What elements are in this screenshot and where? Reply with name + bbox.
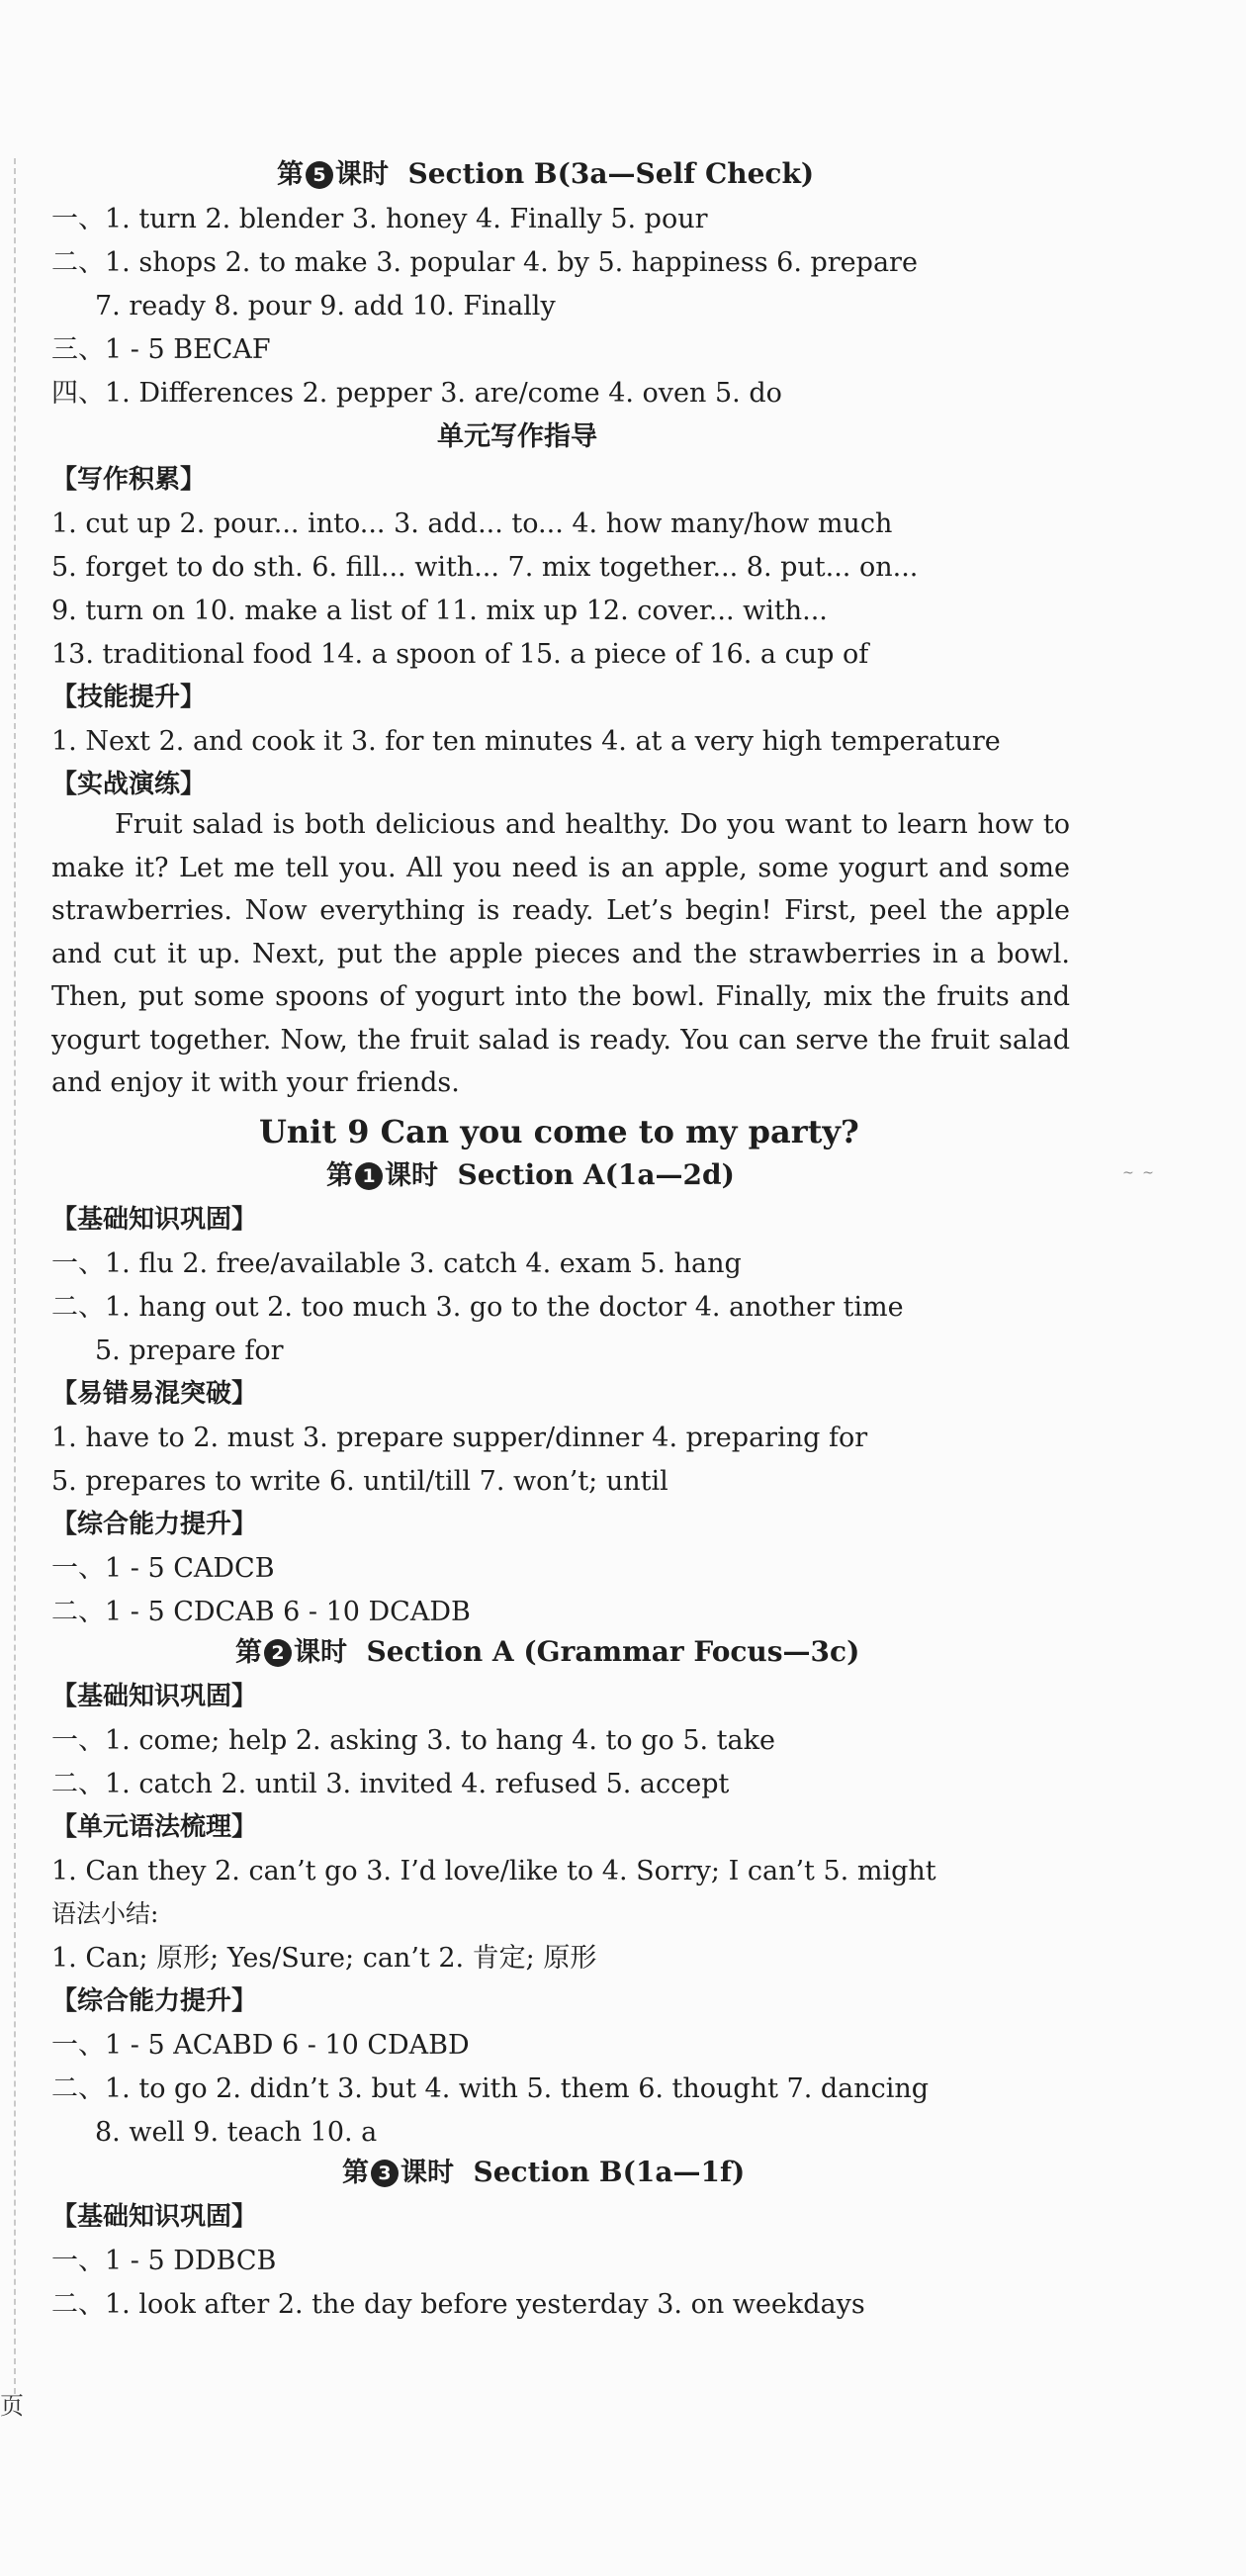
lesson1-heading bbox=[326, 1158, 735, 1191]
answer-line: 5. prepares to write 6. until/till 7. won’t; until bbox=[51, 1466, 668, 1497]
page-corner-mark: 页 bbox=[0, 2392, 24, 2420]
section-heading: 【技能提升】 bbox=[51, 683, 207, 712]
answer-line: 一、1. flu 2. free/available 3. catch 4. exam 5. hang bbox=[51, 1248, 742, 1279]
section-heading: 【实战演练】 bbox=[51, 770, 207, 799]
answer-line: 1. Next 2. and cook it 3. for ten minutes 4. at a very high temperature bbox=[51, 726, 1001, 757]
section-label: Section A (Grammar Focus—3c) bbox=[366, 1635, 860, 1668]
section-heading: 【基础知识巩固】 bbox=[51, 1682, 258, 1711]
lesson5-heading bbox=[277, 157, 815, 190]
answer-line: 一、1 - 5 ACABD 6 - 10 CDABD bbox=[51, 2030, 470, 2061]
section-label: Section B(3a—Self Check) bbox=[407, 157, 815, 190]
section-heading: 【基础知识巩固】 bbox=[51, 2202, 258, 2232]
lesson2-heading bbox=[235, 1635, 860, 1668]
stray-mark: ~ ~ bbox=[1122, 1165, 1156, 1181]
answer-line: 二、1. hang out 2. too much 3. go to the doctor 4. another time bbox=[51, 1292, 904, 1323]
model-essay: Fruit salad is both delicious and healthy. Do you want to learn how to make it? Let me tell you. All you need is an apple, some yogurt and some strawberries. Now everything is ready. Let’s begin! First, peel the apple and cut it up. Next, put the apple pieces and the strawberries in a bowl. Then, put some spoons of yogurt into the bowl. Finally, mix the fruits and yogurt together. Now, the fruit salad is ready. You can serve the fruit salad and enjoy it with your friends. bbox=[51, 809, 1070, 1098]
lesson-suffix: 课时 bbox=[385, 1160, 438, 1191]
section-heading: 【写作积累】 bbox=[51, 465, 207, 495]
section-heading: 【单元语法梳理】 bbox=[51, 1812, 258, 1842]
answer-line: 四、1. Differences 2. pepper 3. are/come 4. oven 5. do bbox=[51, 378, 782, 409]
answer-line: 1. Can they 2. can’t go 3. I’d love/like to 4. Sorry; I can’t 5. might bbox=[51, 1856, 936, 1886]
lesson-number-badge: 2 bbox=[264, 1639, 292, 1667]
section-label: Section A(1a—2d) bbox=[457, 1158, 735, 1191]
answer-line: 1. cut up 2. pour... into... 3. add... to... 4. how many/how much bbox=[51, 508, 893, 539]
lesson-suffix: 课时 bbox=[400, 2158, 454, 2188]
section-heading: 【基础知识巩固】 bbox=[51, 1205, 258, 1235]
lesson-number-badge: 5 bbox=[306, 161, 333, 189]
answer-line: 二、1. shops 2. to make 3. popular 4. by 5. happiness 6. prepare bbox=[51, 247, 918, 278]
margin-rule bbox=[14, 158, 16, 2394]
answer-line: 二、1. to go 2. didn’t 3. but 4. with 5. them 6. thought 7. dancing bbox=[51, 2073, 930, 2104]
lesson-suffix: 课时 bbox=[335, 159, 389, 190]
lesson3-heading bbox=[342, 2156, 746, 2188]
unit-title: Unit 9 Can you come to my party? bbox=[259, 1113, 859, 1150]
answer-line: 一、1 - 5 DDBCB bbox=[51, 2246, 277, 2276]
section-label: Section B(1a—1f) bbox=[473, 2156, 746, 2188]
writing-guide-title: 单元写作指导 bbox=[437, 421, 597, 452]
lesson-prefix: 第 bbox=[277, 159, 304, 190]
section-heading: 【综合能力提升】 bbox=[51, 1986, 258, 2016]
lesson-number-badge: 1 bbox=[355, 1162, 383, 1190]
lesson-prefix: 第 bbox=[342, 2158, 369, 2188]
lesson-prefix: 第 bbox=[235, 1637, 262, 1668]
answer-line: 5. forget to do sth. 6. fill... with... 7. mix together... 8. put... on... bbox=[51, 552, 919, 583]
answer-line: 一、1 - 5 CADCB bbox=[51, 1553, 275, 1584]
section-heading: 【易错易混突破】 bbox=[51, 1379, 258, 1409]
answer-line: 9. turn on 10. make a list of 11. mix up 12. cover... with... bbox=[51, 596, 828, 626]
lesson-number-badge: 3 bbox=[371, 2160, 399, 2187]
answer-line: 1. have to 2. must 3. prepare supper/dinner 4. preparing for bbox=[51, 1423, 868, 1453]
lesson-prefix: 第 bbox=[326, 1160, 353, 1191]
answer-line: 一、1. turn 2. blender 3. honey 4. Finally 5. pour bbox=[51, 204, 708, 234]
answer-line: 7. ready 8. pour 9. add 10. Finally bbox=[95, 291, 556, 322]
answer-line: 二、1. catch 2. until 3. invited 4. refused 5. accept bbox=[51, 1769, 730, 1799]
answer-line: 三、1 - 5 BECAF bbox=[51, 334, 271, 365]
section-heading: 【综合能力提升】 bbox=[51, 1510, 258, 1539]
answer-line: 二、1. look after 2. the day before yesterday 3. on weekdays bbox=[51, 2289, 865, 2320]
lesson-suffix: 课时 bbox=[294, 1637, 347, 1668]
answer-line: 13. traditional food 14. a spoon of 15. a piece of 16. a cup of bbox=[51, 639, 869, 670]
answer-line: 二、1 - 5 CDCAB 6 - 10 DCADB bbox=[51, 1597, 471, 1627]
answer-line: 5. prepare for bbox=[95, 1335, 284, 1366]
answer-line: 一、1. come; help 2. asking 3. to hang 4. to go 5. take bbox=[51, 1725, 775, 1756]
grammar-summary-label: 语法小结: bbox=[51, 1899, 159, 1928]
answer-line: 8. well 9. teach 10. a bbox=[95, 2117, 378, 2148]
answer-line: 1. Can; 原形; Yes/Sure; can’t 2. 肯定; 原形 bbox=[51, 1943, 597, 1974]
